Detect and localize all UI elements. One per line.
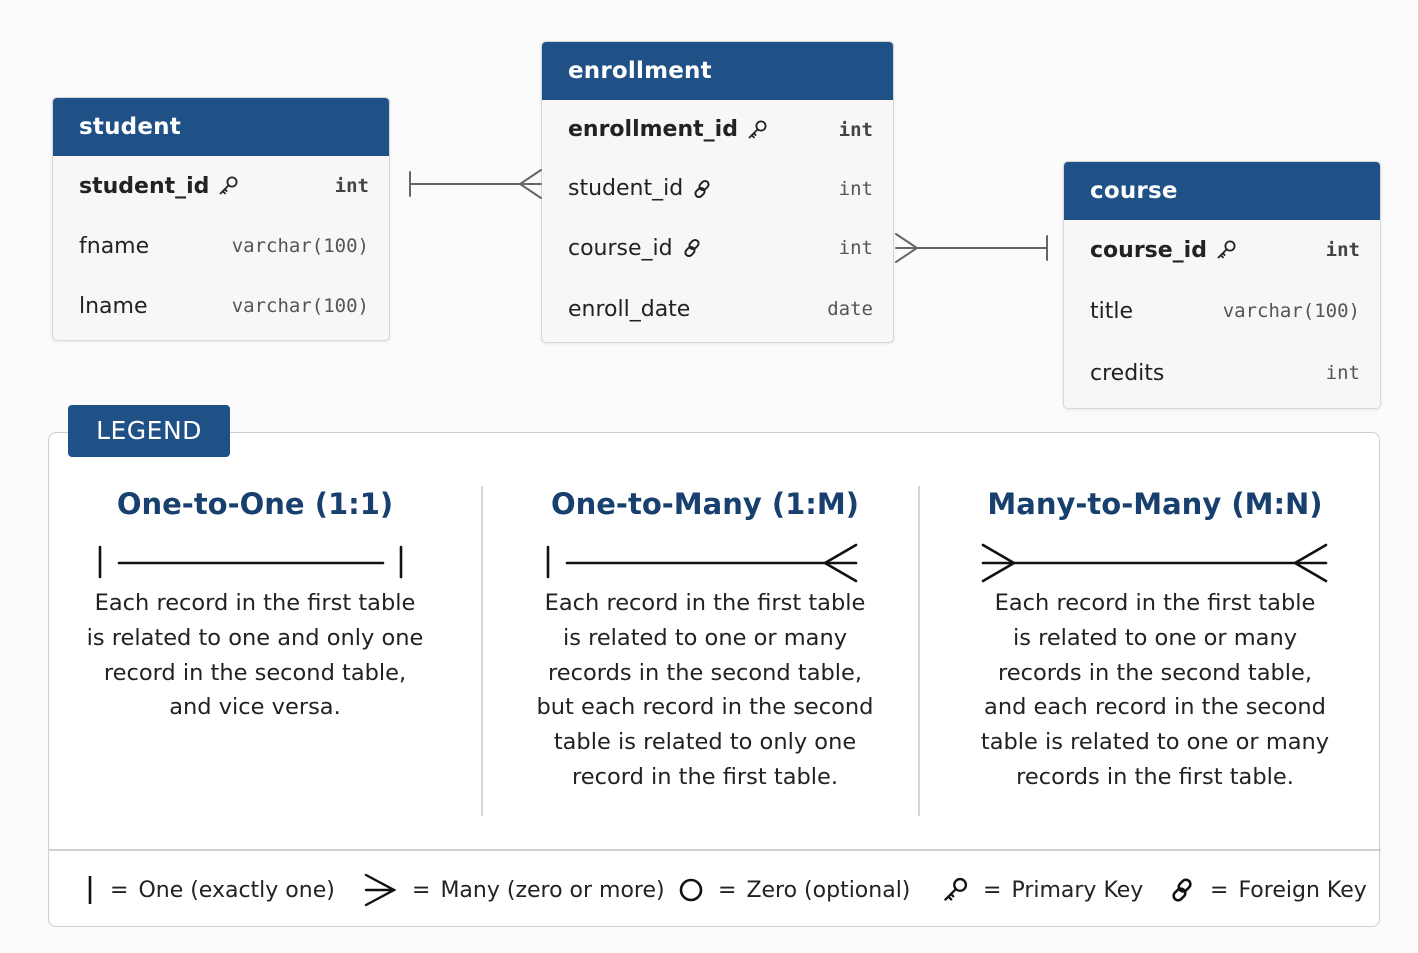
- crowfoot-icon: [364, 870, 398, 910]
- description-line: records in the second table,: [997, 659, 1313, 686]
- description-line: is related to one or many: [1012, 624, 1298, 651]
- description-line: is related to one and only one: [86, 624, 424, 651]
- description-line: table is related to one or many: [980, 729, 1330, 756]
- legend-title: One-to-Many (1:M): [550, 487, 860, 521]
- equals-sign: =: [718, 877, 737, 903]
- field-type: date: [827, 298, 873, 320]
- field-name: fname: [79, 233, 150, 259]
- field-type: int: [1325, 362, 1360, 384]
- legend-description: [960, 586, 1350, 795]
- description-line: record in the first table.: [571, 763, 839, 790]
- key-zero: [678, 868, 910, 912]
- foreign-key-icon: [1168, 876, 1196, 904]
- student-table-header: student: [53, 98, 389, 156]
- field-name: title: [1090, 298, 1134, 324]
- legend-one-to-many: [510, 482, 900, 795]
- description-line: Each record in the first table: [994, 590, 1316, 616]
- field-name: credits: [1090, 360, 1165, 386]
- description-line: records in the second table,: [547, 659, 863, 686]
- key-label: Primary Key: [1011, 877, 1144, 903]
- description-line: records in the first table.: [1016, 763, 1294, 790]
- legend-title: One-to-One (1:1): [116, 487, 394, 521]
- description-line: and vice versa.: [169, 694, 341, 721]
- key-one: [86, 868, 335, 912]
- legend-description: [510, 586, 900, 795]
- field-name: enroll_date: [568, 296, 691, 322]
- equals-sign: =: [110, 877, 129, 903]
- field-name-text: course_id: [1090, 237, 1207, 263]
- course-table-header: course: [1064, 162, 1380, 220]
- key-foreign: [1168, 868, 1367, 912]
- equals-sign: =: [983, 877, 1002, 903]
- field-type: int: [838, 237, 873, 259]
- description-line: table is related to only one: [553, 729, 857, 756]
- one-to-many-symbol: [510, 526, 900, 586]
- key-primary: [941, 868, 1143, 912]
- field-type: varchar(100): [1222, 300, 1360, 322]
- field-name-text: student_id: [79, 173, 210, 199]
- many-to-many-symbol: [960, 526, 1350, 586]
- key-label: One (exactly one): [138, 877, 335, 903]
- primary-key-icon: [941, 876, 969, 904]
- field-type: varchar(100): [231, 295, 369, 317]
- key-label: Foreign Key: [1238, 877, 1367, 903]
- field-type: int: [838, 177, 873, 200]
- description-line: and each record in the second: [984, 694, 1326, 721]
- description-line: Each record in the first table: [94, 590, 416, 616]
- description-line: record in the second table,: [103, 659, 407, 686]
- field-type: int: [1325, 239, 1360, 261]
- enrollment-table-header: enrollment: [542, 42, 893, 100]
- field-type: int: [334, 175, 369, 197]
- field-name-text: course_id: [568, 235, 673, 261]
- column-divider: [481, 486, 483, 816]
- field-name-text: enrollment_id: [568, 117, 738, 142]
- legend-tab: LEGEND: [68, 405, 230, 457]
- description-line: but each record in the second: [536, 694, 874, 721]
- field-type: int: [838, 118, 873, 141]
- one-symbol-icon: [86, 875, 96, 905]
- description-line: is related to one or many: [562, 624, 848, 651]
- relationship-connectors: [0, 0, 1418, 420]
- field-type: varchar(100): [231, 235, 369, 257]
- one-to-one-symbol: [60, 526, 450, 586]
- equals-sign: =: [412, 877, 431, 903]
- zero-circle-icon: [678, 877, 704, 903]
- column-divider: [918, 486, 920, 816]
- legend-key-divider: [48, 849, 1381, 851]
- key-label: Zero (optional): [746, 877, 911, 903]
- key-label: Many (zero or more): [440, 877, 665, 903]
- field-name-text: student_id: [568, 176, 684, 201]
- legend-many-to-many: [960, 482, 1350, 795]
- equals-sign: =: [1210, 877, 1229, 903]
- key-many: [364, 868, 665, 912]
- description-line: Each record in the first table: [544, 590, 866, 616]
- legend-one-to-one: [60, 482, 450, 725]
- field-name: lname: [79, 293, 148, 319]
- legend-title: Many-to-Many (M:N): [987, 487, 1323, 521]
- legend-description: [60, 586, 450, 725]
